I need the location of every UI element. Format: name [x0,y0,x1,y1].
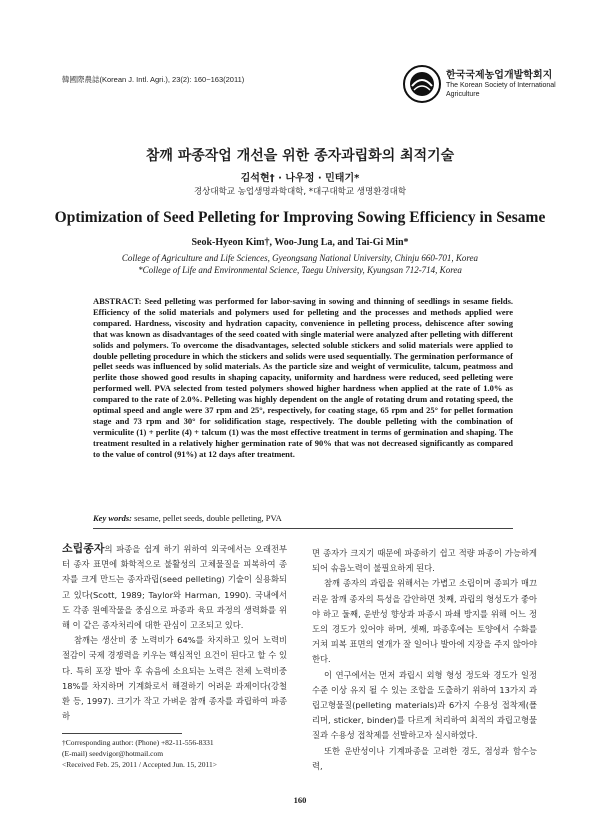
affiliation-korean: 경상대학교 농업생명과학대학, *대구대학교 생명환경대학 [193,187,407,197]
body-left-p1: 의 파종을 쉽게 하기 위하여 외국에서는 오래전부터 종자 표면에 화학적으로 불활성의 고체물질을 피복하여 종자를 크게 만드는 종자과립(seed pelleting) 기술이 실용화되고 있다(Scott, 1989; Taylor와 Harman, 1990). 국내에서도 각종 원예작물을 중심으로 파종과 육묘 과정의 생력화를 위해 이 같은 종자처리에 대한 관심이 고조되고 있다. [62,544,287,631]
affiliation-english-1: College of Agriculture and Life Sciences, Gyeongsang National University, Chinju 660-701, Korea [121,253,479,263]
body-right-p2: 참깨 종자의 과립을 위해서는 가볍고 소립이며 종피가 매끄러운 참깨 종자의 특성을 감안하면 첫째, 과립의 형성도가 좋아야 하고 둘째, 운반성 향상과 파종시 파쇄 방지를 위해 어느 정도의 경도가 있어야 하며, 셋째, 파종후에는 토양에서 수화를 거쳐 피복 표면의 열개가 잘 일어나 발아에 지장을 주지 않아야 한다. [312,578,537,665]
footnote-received: <Received Feb. 25, 2011 / Accepted Jun. 15, 2011> [62,760,217,769]
keywords-text: sesame, pellet seeds, double pelleting, PVA [134,513,282,523]
society-name-en: The Korean Society of International Agriculture [446,82,556,98]
abstract [93,296,513,460]
title-english: Optimization of Seed Pelleting for Improving Sowing Efficiency in Sesame [54,209,546,226]
affiliation-english [0,252,600,276]
body-column-left [62,541,287,724]
body-column-right [312,546,537,774]
abstract-divider [93,528,513,529]
authors-english: Seok-Hyeon Kim†, Woo-Jung La, and Tai-Gi Min* [191,237,409,248]
body-left-p2: 참깨는 생산비 중 노력비가 64%를 차지하고 있어 노력비 절감이 국제 경쟁력을 키우는 핵심적인 요건이 된다고 할 수 있다. 특히 포장 발아 후 솎음에 소요되는 노력은 전체 노력비중 18%를 차지하며 기계화로서 해결하기 어려운 과제이다(강철환 등, 1997). 크기가 작고 가벼운 참깨 종자를 과립하여 파종하 [62,635,287,722]
journal-citation: 韓國際農誌(Korean J. Intl. Agri.), 23(2): 160~163(2011) [62,75,245,84]
authors-korean: 김석현† · 나우정 · 민태기* [240,173,360,184]
abstract-label: ABSTRACT: [93,296,142,306]
footnote-divider [62,733,182,734]
page-number: 160 [293,795,307,805]
footnote-email: (E-mail) seedvigor@hotmail.com [62,749,164,758]
lead-word: 소립종자 [62,542,105,555]
title-korean: 참깨 파종작업 개선을 위한 종자과립화의 최적기술 [145,148,455,164]
body-right-p1: 면 종자가 크지기 때문에 파종하기 쉽고 적량 파종이 가능하게 되어 솎음노력이 불필요하게 된다. [312,548,537,574]
footnote [62,737,302,770]
society-emblem-icon [402,64,442,104]
body-right-p4: 또한 운반성이나 기계파종을 고려한 경도, 점성과 함수능력, [312,745,537,771]
keywords-label: Key words: [93,513,132,523]
affiliation-english-2: *College of Life and Environmental Science, Taegu University, Kyungsan 712-714, Korea [138,265,462,275]
abstract-text: Seed pelleting was performed for labor-saving in sowing and thinning of seedlings in sesame fields. Efficiency of the solid materials and polymers used for pelleting and the processes and methods applied were compared. Hardness, viscosity and hydration capacity, convenience in pelleting process, dehiscence after sowing that was known as disadvantages of the seed coated with single material were analyzed after pelleting with different solids and polymers. To overcome the disadvantages, selected soluble stickers and solid materials were applied to double pelleting procedure in which the stickers and solids were used sequentially. The germination performance of pellet seeds was influenced by solid materials. As the particle size and weight of vermiculite, talcum, peatmoss and perlite those showed good results in shaping capacity, uniformity and hardness were reduced, seed pelleting were performed well. PVA selected from tested polymers showed higher hardness when applied at the rate of 1.0% as compared to the rate of 2.0%. Pelleting was highly dependent on the angle of rotating drum and rotating speed, the optimal speed and angle were 37 rpm and 25°, respectively, for coating stage, 65 rpm and 25° for pellet formation stage and 73 rpm and 30° for solidification stage, respectively. The double pelleting with the combination of vermiculite (1) + perlite (4) + talcum (1) was the most effective treatment in terms of germination and shaping. The treatment resulted in a relatively higher germination rate of 90% that was not decreased significantly as compared to the value of control (91%) at 12 days after treatment. [93,296,513,459]
keywords [93,513,513,523]
society-name-ko: 한국국제농업개발학회지 [446,70,553,81]
footnote-corresponding: †Corresponding author: (Phone) +82-11-556-8331 [62,738,214,747]
body-right-p3: 이 연구에서는 먼저 과립시 외형 형성 정도와 경도가 일정 수준 이상 유지 될 수 있는 조합을 도출하기 위하여 13가지 과립고형물질(pelleting materials)과 6가지 수용성 접착제(폴리머, sticker, binder)를 다르게 처리하여 최적의 과립고형물질과 수용성 접착제를 선발하고자 실시하였다. [312,669,537,741]
